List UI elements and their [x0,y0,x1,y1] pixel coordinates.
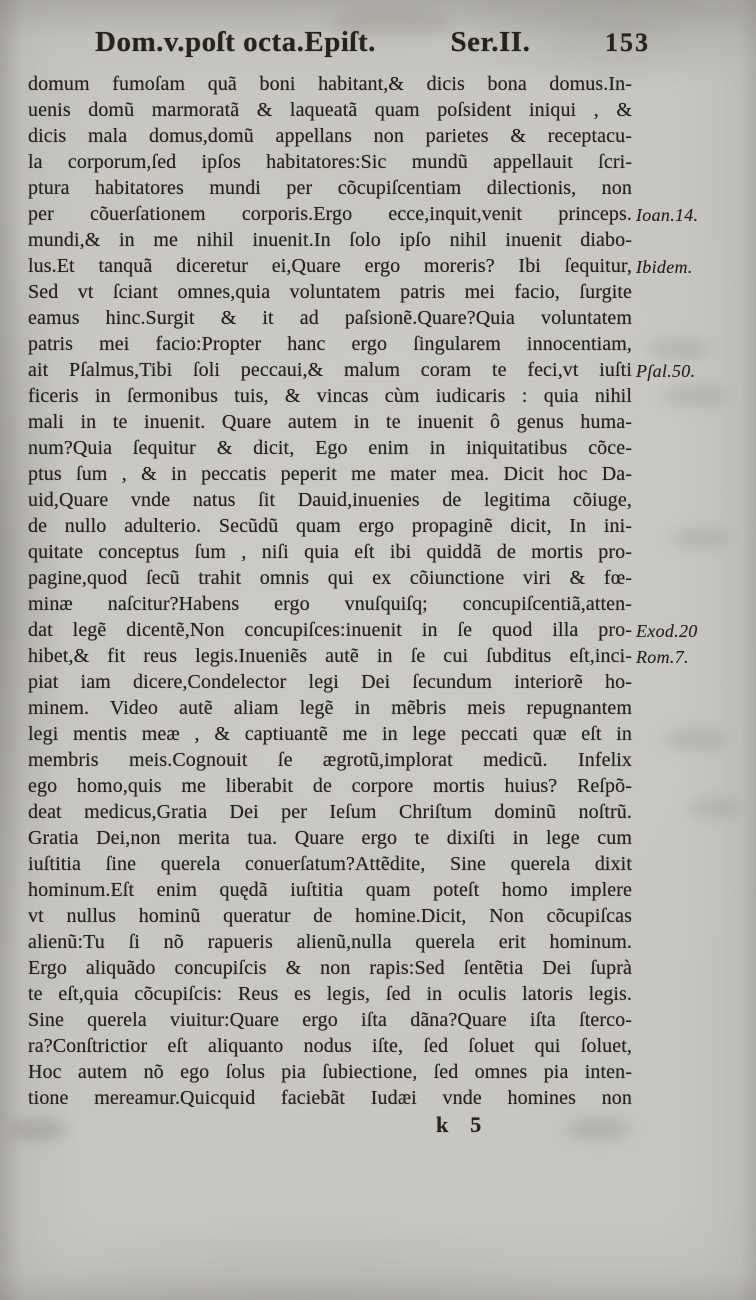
text-line: Gratia Dei,non merita tua. Quare ergo te dixiſti in lege cum [28,827,632,849]
paper-stain [10,1118,66,1142]
paper-stain [662,386,728,406]
text-line: piat iam dicere,Condelector legi Dei ſecundum interiorẽ ho- [28,671,632,693]
text-line: ra?Conſtrictior eſt aliquanto nodus iſte, ſed ſoluet qui ſoluet, [28,1035,632,1057]
text-line: minem. Video autẽ aliam legẽ in mẽbris meis repugnantem [28,697,632,719]
body-text [28,71,632,1111]
text-line: uid,Quare vnde natus ſit Dauid,inuenies de legitima cõiuge, [28,489,632,511]
text-line: de nullo adulterio. Secũdũ quam ergo propaginẽ dicit, In ini- [28,515,632,537]
text-line: la corporum,ſed ipſos habitatores:Sic mundũ appellauit ſcri- [28,151,632,173]
text-line: Ergo aliquãdo concupiſcis & non rapis:Sed ſentẽtia Dei ſuprà [28,957,632,979]
text-line: patris mei facio:Propter hanc ergo ſingularem innocentiam, [28,333,632,355]
text-line: lus.Et tanquã diceretur ei,Quare ergo moreris? Ibi ſequitur, [28,255,632,277]
text-line: minæ naſcitur?Habens ergo vnuſquiſq; concupiſcentiã,atten- [28,593,632,615]
text-line: alienũ:Tu ſi nõ rapueris alienũ,nulla querela erit hominum. [28,931,632,953]
text-line: mundi,& in me nihil inuenit.In ſolo ipſo nihil inuenit diabo- [28,229,632,251]
text-line: ptura habitatores mundi per cõcupiſcentiam dilectionis, non [28,177,632,199]
running-header [95,26,650,59]
text-line: ficeris in ſermonibus tuis, & vincas cùm iudicaris : quia nihil [28,385,632,407]
paper-stain [672,528,730,548]
text-line: domum fumoſam quã boni habitant,& dicis bona domus.In- [28,73,632,95]
text-line: Hoc autem nõ ego ſolus pia ſubiectione, ſed omnes pia inten- [28,1061,632,1083]
margin-note: Pſal.50. [636,361,696,381]
text-line: tione mereamur.Quicquid faciebãt Iudæi vnde homines non [28,1087,632,1109]
margin-note: Exod.20 [636,621,698,641]
text-line: membris meis.Cognouit ſe ægrotũ,implorat medicũ. Infelix [28,749,632,771]
text-line: pagine,quod ſecũ trahit omnis qui ex cõiunctione viri & fœ- [28,567,632,589]
margin-note: Ioan.14. [636,205,699,225]
margin-note: Rom.7. [636,647,689,667]
text-line: iuſtitia ſine querela conuerſatum?Attẽdite, Sine querela dixit [28,853,632,875]
text-line: mali in te inuenit. Quare autem in te inuenit ô genus huma- [28,411,632,433]
paper-stain [690,798,740,818]
text-line: ego homo,quis me liberabit de corpore mortis huius? Reſpõ- [28,775,632,797]
header-title: Dom.v.poſt octa.Epiſt. [95,26,376,58]
header-series: Ser.II. [450,26,531,58]
page-number: 153 [605,28,650,57]
margin-note: Ibidem. [636,257,693,277]
text-line: ptus ſum , & in peccatis peperit me mater mea. Dicit hoc Da- [28,463,632,485]
text-line: quitate conceptus ſum , niſi quia eſt ibi quiddã de mortis pro- [28,541,632,563]
paper-stain [664,728,728,750]
text-line: legi mentis meæ , & captiuantẽ me in lege peccati quæ eſt in [28,723,632,745]
text-line: eamus hinc.Surgit & it ad paſsionẽ.Quare?Quia voluntatem [28,307,632,329]
text-line: dat legẽ dicentẽ,Non concupiſces:inuenit in ſe quod illa pro- [28,619,632,641]
text-line: ait Pſalmus,Tibi ſoli peccaui,& malum coram te feci,vt iuſti [28,359,632,381]
text-line: per cõuerſationem corporis.Ergo ecce,inquit,venit princeps. [28,203,632,225]
text-line: uenis domũ marmoratã & laqueatã quam poſsident iniqui , & [28,99,632,121]
text-line: hibet,& fit reus legis.Inueniẽs autẽ in ſe cui ſubditus eſt,inci- [28,645,632,667]
text-line: hominum.Eſt enim quędã iuſtitia quam poteſt homo implere [28,879,632,901]
text-line: num?Quia ſequitur & dicit, Ego enim in iniquitatibus cõce- [28,437,632,459]
paper-stain [648,338,708,360]
paper-stain [566,1118,630,1140]
text-line: Sed vt ſciant omnes,quia voluntatem patris mei facio, ſurgite [28,281,632,303]
text-line: deat medicus,Gratia Dei per Ieſum Chriſtum dominũ noſtrũ. [28,801,632,823]
signature-mark: k 5 [436,1112,482,1137]
text-line: Sine querela viuitur:Quare ergo iſta dãna?Quare iſta ſterco- [28,1009,632,1031]
text-line: vt nullus hominũ queratur de homine.Dicit, Non cõcupiſcas [28,905,632,927]
text-line: te eſt,quia cõcupiſcis: Reus es legis, ſed in oculis latoris legis. [28,983,632,1005]
text-line: dicis mala domus,domũ appellans non parietes & receptacu- [28,125,632,147]
